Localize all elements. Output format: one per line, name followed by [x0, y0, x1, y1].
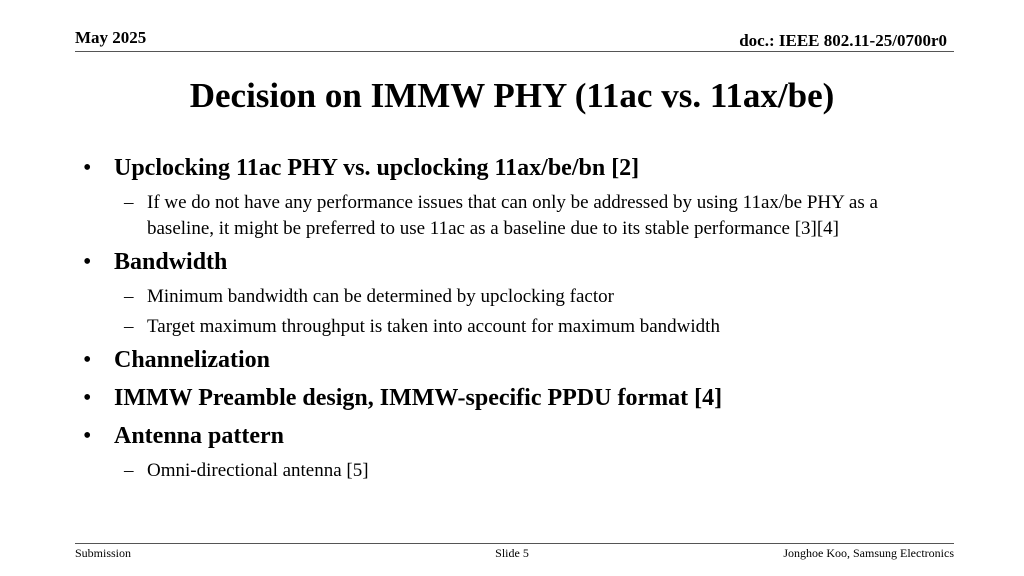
bullet-dot: •: [83, 249, 92, 275]
slide-content: [83, 152, 943, 488]
bullet-dot: •: [83, 155, 92, 181]
footer-author: Jonghoe Koo, Samsung Electronics: [783, 546, 954, 560]
sub-bullet-text: Minimum bandwidth can be determined by upclocking factor: [147, 286, 614, 307]
header-date: May 2025: [75, 28, 147, 47]
bullet-dot: •: [83, 385, 92, 411]
slide-title: Decision on IMMW PHY (11ac vs. 11ax/be): [189, 76, 835, 115]
bullet-upclocking: [83, 152, 943, 184]
sub-bullet-text: Omni-directional antenna [5]: [147, 460, 369, 481]
footer-divider: [75, 543, 954, 544]
sub-bullet-text: If we do not have any performance issues that can only be addressed by using 11ax/be PHY as a baseline, it might be preferred to use 11ac as a baseline due to its stable performance [3][4]: [147, 192, 878, 239]
sub-bullet: [83, 190, 943, 242]
bullet-dot: •: [83, 347, 92, 373]
bullet-text: Channelization: [114, 347, 271, 373]
sub-bullet-dash: –: [124, 316, 134, 337]
bullet-text: Bandwidth: [114, 249, 228, 275]
footer-slide-number: Slide 5: [495, 546, 529, 560]
bullet-text: IMMW Preamble design, IMMW-specific PPDU format [4]: [114, 385, 723, 411]
sub-bullet-dash: –: [124, 286, 134, 307]
sub-bullet-dash: –: [124, 192, 134, 213]
footer-submission: Submission: [75, 546, 132, 560]
bullet-dot: •: [83, 423, 92, 449]
bullet-text: Upclocking 11ac PHY vs. upclocking 11ax/be/bn [2]: [114, 155, 640, 181]
sub-bullet: [83, 314, 943, 340]
header-doc-id: doc.: IEEE 802.11-25/0700r0: [739, 31, 947, 50]
header-divider: [75, 51, 954, 52]
bullet-antenna: [83, 420, 943, 452]
sub-bullet-dash: –: [124, 460, 134, 481]
sub-bullet: [83, 284, 943, 310]
bullet-preamble: [83, 382, 943, 414]
bullet-bandwidth: [83, 246, 943, 278]
bullet-text: Antenna pattern: [114, 423, 285, 449]
bullet-channelization: [83, 344, 943, 376]
sub-bullet: [83, 458, 943, 484]
sub-bullet-text: Target maximum throughput is taken into account for maximum bandwidth: [147, 316, 720, 337]
